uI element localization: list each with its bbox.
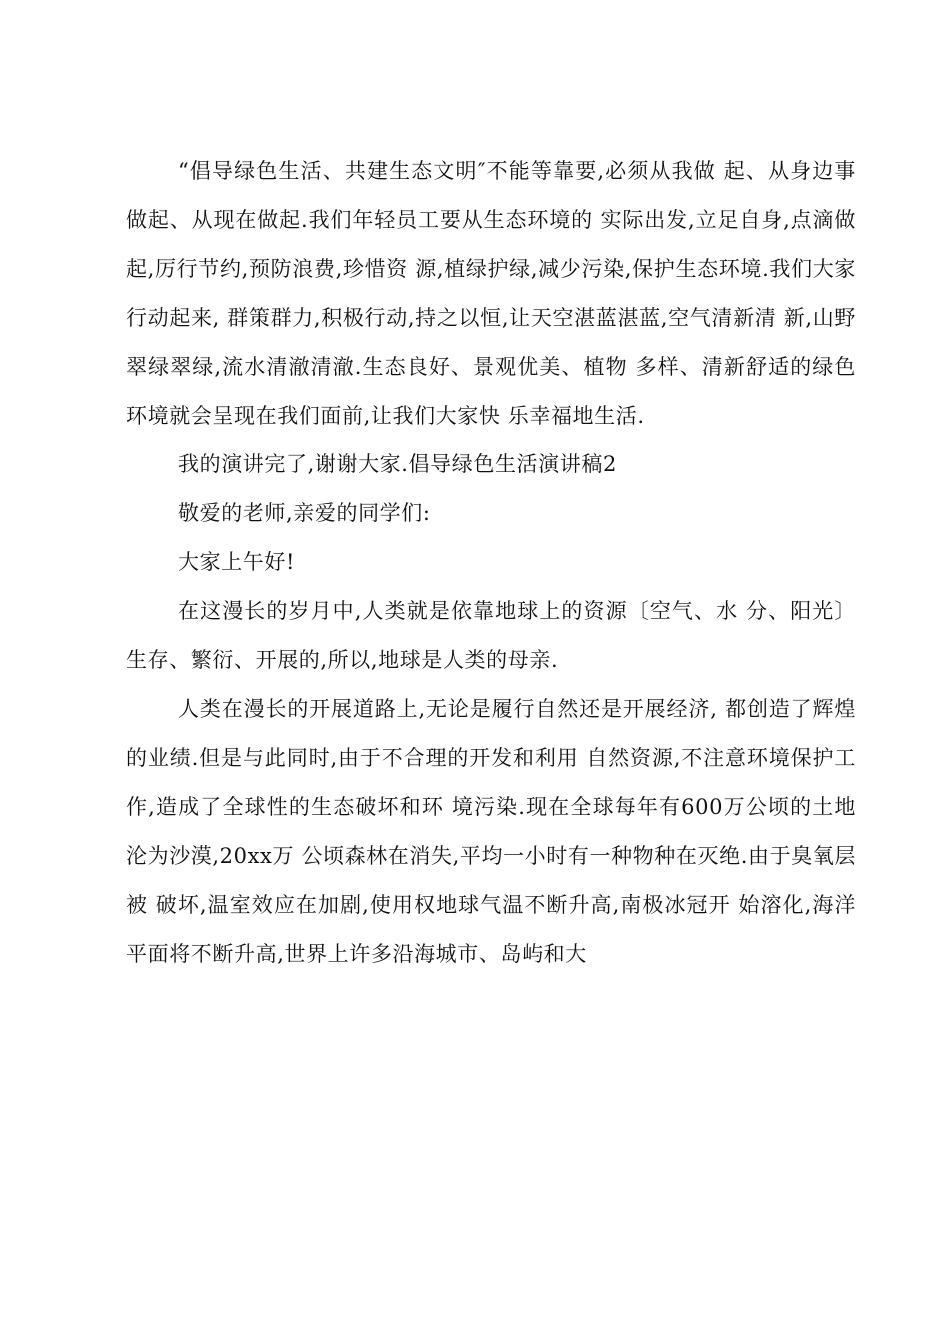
paragraph-earth-mother: 在这漫长的岁月中,人类就是依靠地球上的资源〔空气、水 分、阳光〕生存、繁衍、开展的,所以,地球是人类的母亲.: [126, 599, 856, 673]
paragraph-greeting: 大家上午好!: [178, 550, 296, 575]
paragraph-salutation: 敬爱的老师,亲爱的同学们:: [178, 501, 431, 526]
paragraph-appeal: “倡导绿色生活、共建生态文明″不能等靠要,必须从我做 起、从身边事做起、从现在做起.我们年轻员工要从生态环境的 实际出发,立足自身,点滴做起,厉行节约,预防浪费,珍惜资 源,植绿护绿,减少污染,保护生态环境.我们大家行动起来, 群策群力,积极行动,持之以恒,让天空湛蓝湛蓝,空气清新清 新,山野翠绿翠绿,流水清澈清澈.生态良好、景观优美、植物 多样、清新舒适的绿色环境就会呈现在我们面前,让我们大家快 乐幸福地生活.: [126, 159, 856, 428]
paragraph-closing: 我的演讲完了,谢谢大家.倡导绿色生活演讲稿2: [178, 452, 617, 477]
paragraph-environment-crisis: 人类在漫长的开展道路上,无论是履行自然还是开展经济, 都创造了辉煌的业绩.但是与此同时,由于不合理的开发和利用 自然资源,不注意环境保护工作,造成了全球性的生态破坏和环 境污染.现在全球每年有600万公顷的土地沦为沙漠,20xx万 公顷森林在消失,平均一小时有一种物种在灭绝.由于臭氧层被 破坏,温室效应在加剧,使用权地球气温不断升高,南极冰冠开 始溶化,海洋平面将不断升高,世界上许多沿海城市、岛屿和大: [126, 696, 856, 966]
document-body: [126, 147, 856, 978]
